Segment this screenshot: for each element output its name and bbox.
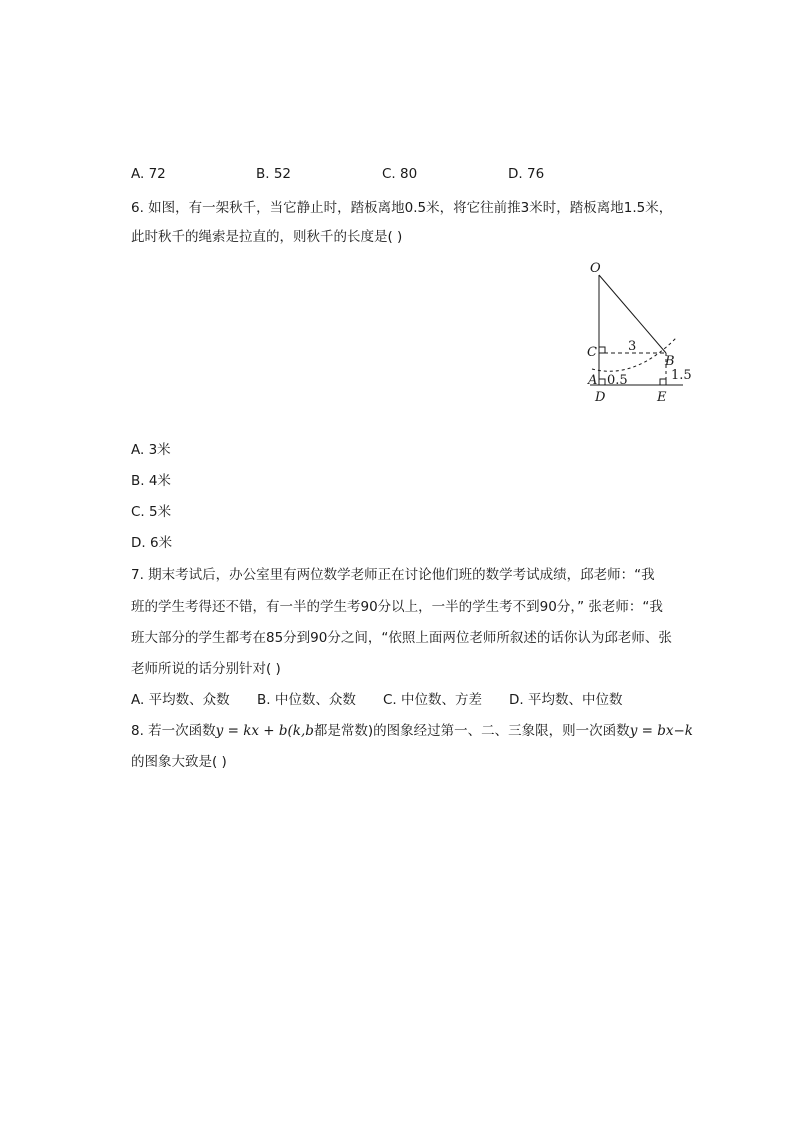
q7-option-d[interactable]: D. 平均数、中位数 [509, 692, 623, 708]
q7-stem-line3: 班大部分的学生都考在85分到90分之间，“依照上面两位老师所叙述的话你认为邱老师、张 [131, 630, 672, 646]
q6-option-a[interactable]: A. 3米 [131, 442, 171, 458]
q6-option-d[interactable]: D. 6米 [131, 535, 173, 551]
q6-option-c[interactable]: C. 5米 [131, 504, 172, 520]
label-b: B [665, 354, 675, 369]
q8-expr2: y = bx−k [629, 723, 693, 739]
q5-option-a[interactable]: A. 72 [131, 166, 166, 182]
q6-stem-line2: 此时秋千的绳索是拉直的，则秋千的长度是( ) [131, 229, 403, 245]
q7-option-a[interactable]: A. 平均数、众数 [131, 692, 230, 708]
right-angle-e [660, 379, 666, 385]
label-o: O [590, 261, 601, 276]
q7-option-c[interactable]: C. 中位数、方差 [383, 692, 483, 708]
right-angle-c [599, 347, 605, 353]
q8-stem-line2: 的图象大致是( ) [131, 754, 227, 770]
q8-stem-line1 [131, 721, 693, 741]
q5-option-b[interactable]: B. 52 [256, 166, 292, 182]
q5-options [131, 164, 691, 184]
q5-option-d[interactable]: D. 76 [508, 166, 545, 182]
q6-stem-line1: 6. 如图，有一架秋千，当它静止时，踏板离地0.5米，将它往前推3米时，踏板离地1.5米， [131, 200, 673, 216]
q5-option-c[interactable]: C. 80 [382, 166, 418, 182]
q7-stem-line1: 7. 期末考试后，办公室里有两位数学老师正在讨论他们班的数学考试成绩，邱老师：“我 [131, 567, 655, 583]
label-05: 0.5 [607, 373, 628, 388]
label-d: D [595, 390, 606, 405]
q7-option-b[interactable]: B. 中位数、众数 [257, 692, 356, 708]
q7-stem-line4: 老师所说的话分别针对( ) [131, 661, 281, 677]
q7-stem-line2: 班的学生考得还不错，有一半的学生考90分以上，一半的学生考不到90分，” 张老师：“我 [131, 599, 663, 615]
label-a: A [588, 373, 598, 388]
q8-prefix: 8. 若一次函数 [131, 723, 216, 739]
q8-mid: 都是常数)的图象经过第一、二、三象限，则一次函数 [313, 723, 630, 739]
swing-figure [580, 258, 700, 406]
right-angle-a [599, 379, 605, 385]
label-c: C [587, 345, 597, 360]
label-15: 1.5 [671, 368, 692, 383]
q6-option-b[interactable]: B. 4米 [131, 473, 171, 489]
label-3: 3 [628, 339, 637, 354]
q7-options [131, 690, 691, 710]
q8-expr1: y = kx + b(k,b [215, 723, 314, 739]
label-e: E [657, 390, 667, 405]
